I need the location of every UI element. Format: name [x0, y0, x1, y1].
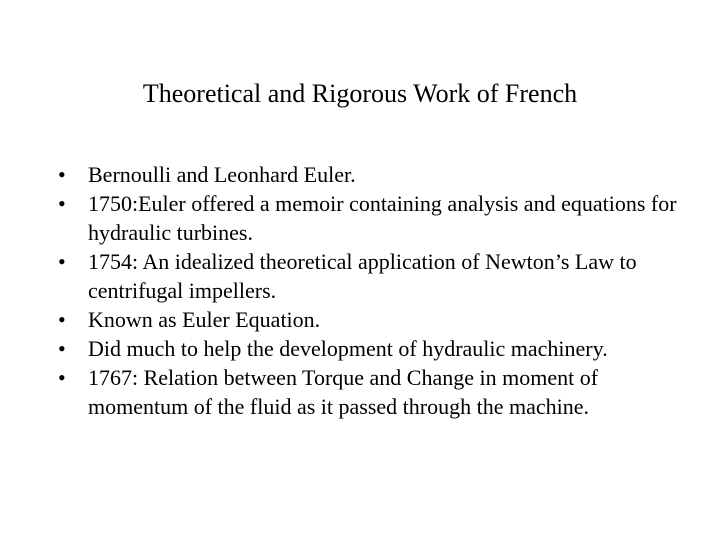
bullet-list — [58, 160, 678, 421]
bullet-item — [58, 334, 678, 363]
bullet-text: Known as Euler Equation. — [88, 307, 321, 332]
bullet-text: Bernoulli and Leonhard Euler. — [88, 162, 356, 187]
bullet-icon: • — [58, 365, 66, 390]
bullet-icon: • — [58, 249, 66, 274]
bullet-text: 1767: Relation between Torque and Change in moment of momentum of the fluid as it passed through the machine. — [88, 365, 599, 419]
bullet-text: Did much to help the development of hydraulic machinery. — [88, 336, 608, 361]
bullet-item — [58, 189, 678, 247]
bullet-text: 1754: An idealized theoretical application of Newton’s Law to centrifugal impellers. — [88, 249, 637, 303]
bullet-item — [58, 305, 678, 334]
bullet-item — [58, 160, 678, 189]
bullet-icon: • — [58, 336, 66, 361]
slide-title: Theoretical and Rigorous Work of French — [142, 79, 578, 108]
bullet-item — [58, 247, 678, 305]
bullet-item — [58, 363, 678, 421]
bullet-icon: • — [58, 191, 66, 216]
bullet-icon: • — [58, 162, 66, 187]
bullet-icon: • — [58, 307, 66, 332]
bullet-text: 1750:Euler offered a memoir containing analysis and equations for hydraulic turbines. — [88, 191, 677, 245]
